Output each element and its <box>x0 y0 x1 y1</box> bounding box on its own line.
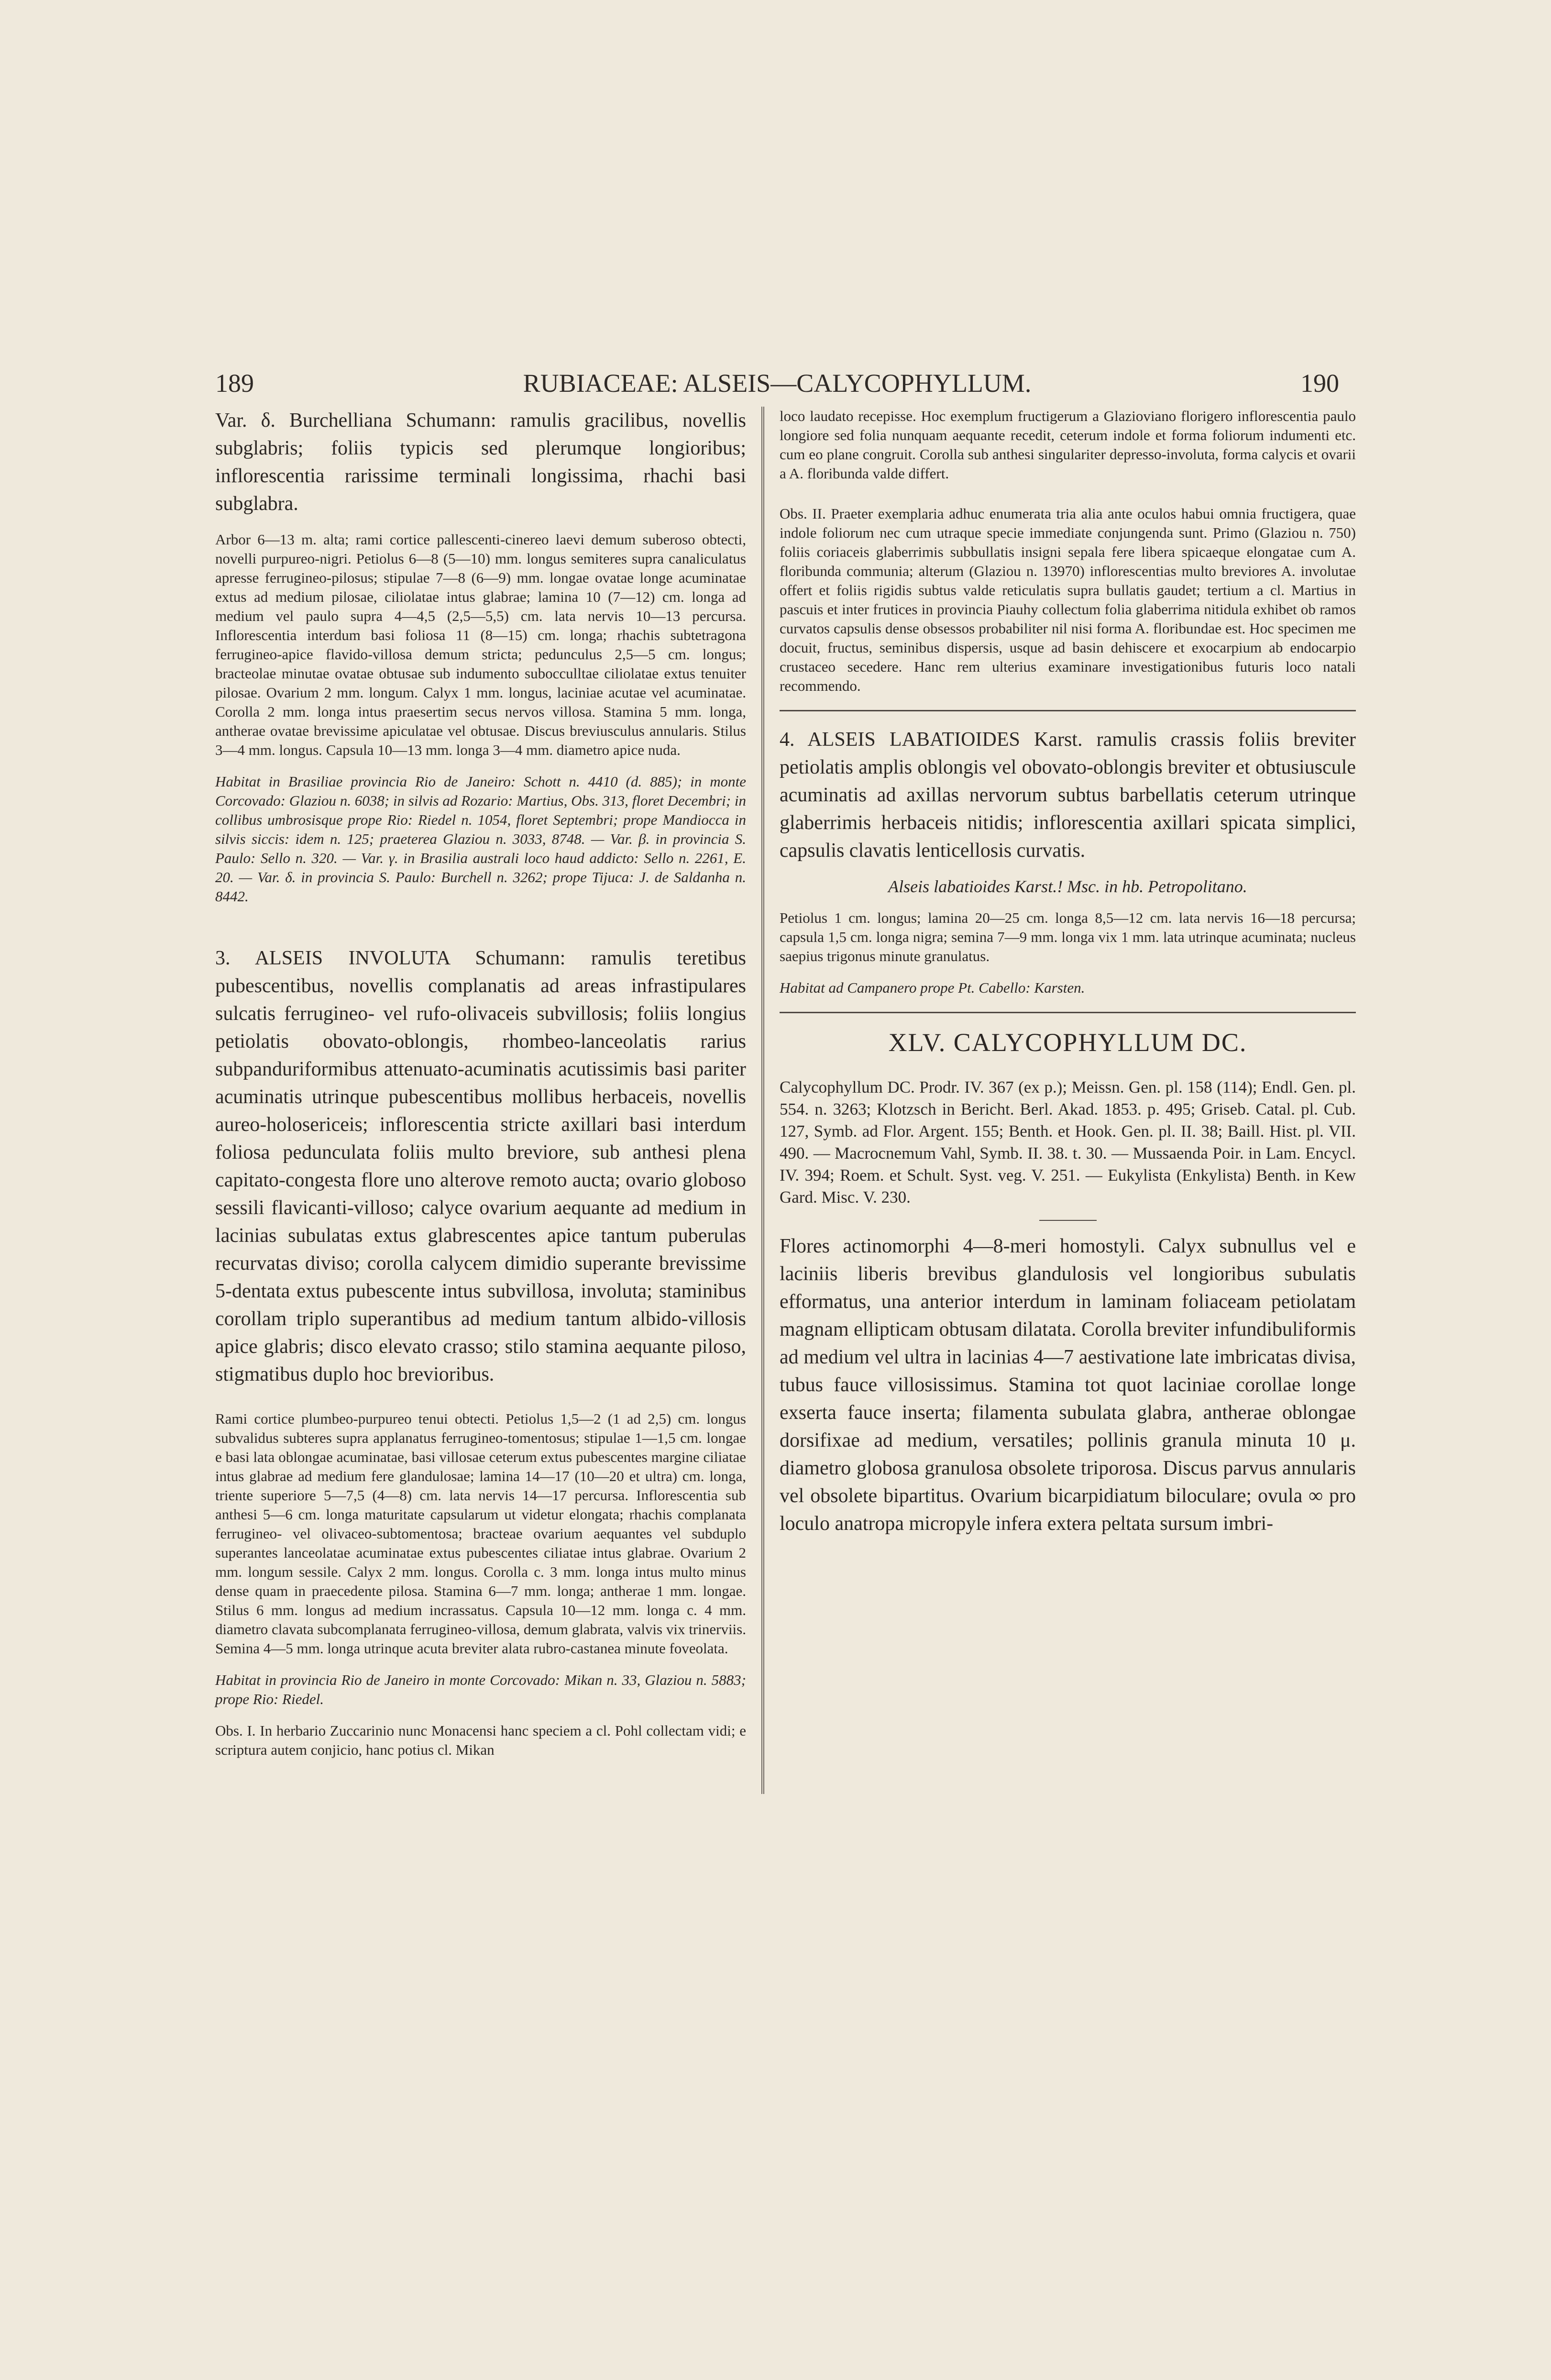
variety-habitat: Habitat in Brasiliae provincia Rio de Janeiro: Schott n. 4410 (d. 885); in monte Corcovado: Glaziou n. 6038; in silvis ad Rozario: Martius, Obs. 313, floret Decembri; in collibus umbrosisque prope Rio: Riedel n. 1054, floret Septembri; prope Mandiocca in silvis siccis: idem n. 125; praeterea Glaziou n. 3033, 8748. — Var. β. in provincia S. Paulo: Sello n. 320. — Var. γ. in Brasilia australi loco haud addicto: Sello n. 2261, E. 20. — Var. δ. in provincia S. Paulo: Burchell n. 3262; prope Tijuca: J. de Saldanha n. 8442. <box>215 773 746 905</box>
species-3-diagnosis: 3. ALSEIS INVOLUTA Schumann: ramulis teretibus pubescentibus, novellis complanatis ad areas infrastipulares sulcatis ferrugineo- vel rufo-olivaceis subvillosis; foliis longius petiolatis obovato-oblongis, rhombeo-lanceolatis rarius subpanduriformibus attenuato-acuminatis acutissimis basi pariter acuminatis utrinque pubescentibus mollibus herbaceis, novellis aureo-holosericeis; inflorescentia stricte axillari basi interdum foliosa pedunculata foliis multo breviore, sub anthesi plena capitato-congesta flore uno alterove remoto aucta; ovario globoso sessili flavicanti-villoso; calyce ovarium aequante ad medium in lacinias subulatas extus glabrescentes apice tantum puberulas recurvatas diviso; corolla calycem dimidio superante brevissime 5-dentata extus pubescente intus subvillosa, involuta; staminibus corollam triplo superantibus ad medium tantum albido-villosis apice glabris; disco elevato crasso; stilo stamina aequante piloso, stigmatibus duplo hoc brevioribus. <box>215 947 746 1385</box>
page-number-left: 189 <box>215 369 254 398</box>
variety-diagnosis: Var. δ. Burchelliana Schumann: ramulis gracilibus, novellis subglabris; foliis typicis sed plerumque longioribus; inflorescentia rarissime terminali longissima, rhachi basi subglabra. <box>215 410 746 515</box>
species-4-habitat: Habitat ad Campanero prope Pt. Cabello: Karsten. <box>780 979 1085 996</box>
genus-heading: XLV. CALYCOPHYLLUM DC. <box>888 1028 1247 1057</box>
genus-synonymy: Calycophyllum DC. Prodr. IV. 367 (ex p.); Meissn. Gen. pl. 158 (114); Endl. Gen. pl. 554. n. 3263; Klotzsch in Bericht. Berl. Akad. 1853. p. 495; Griseb. Catal. pl. Cub. 127, Symb. ad Flor. Argent. 155; Benth. et Hook. Gen. pl. II. 38; Baill. Hist. pl. VII. 490. — Macrocnemum Vahl, Symb. II. 38. t. 30. — Mussaenda Poir. in Lam. Encycl. IV. 394; Roem. et Schult. Syst. veg. V. 251. — Eukylista (Enkylista) Benth. in Kew Gard. Misc. V. 230. <box>780 1078 1356 1207</box>
running-title: RUBIACEAE: ALSEIS—CALYCOPHYLLUM. <box>523 369 1032 398</box>
species-4-diagnosis: 4. ALSEIS LABATIOIDES Karst. ramulis crassis foliis breviter petiolatis amplis oblongis vel obovato-oblongis breviter et obtusiuscule acuminatis ad axillas nervorum subtus barbellatis ceterum utrinque glaberrimis herbaceis nitidis; inflorescentia axillari spicata simplici, capsulis clavatis lenticellosis curvatis. <box>780 729 1356 862</box>
species-3-description: Rami cortice plumbeo-purpureo tenui obtecti. Petiolus 1,5—2 (1 ad 2,5) cm. longus subvalidus subteres supra applanatus ferrugineo-tomentosus; stipulae 1—1,5 cm. longae e basi lata oblongae acuminatae, basi villosae ceterum extus pubescentes margine ciliatae intus glabrae ad medium fere glandulosae; lamina 14—17 (10—20 et ultra) cm. longa, triente superiore 5—7,5 (4—8) cm. lata nervis 14—17 percursa. Inflorescentia sub anthesi 5—6 cm. longa maturitate capsularum ut videtur elongata; rhachis complanata ferrugineo- vel olivaceo-subtomentosa; bracteae ovarium aequantes vel subduplo superantes lanceolatae acuminatae extus pubescentes ciliatae intus glabrae. Ovarium 2 mm. longum sessile. Calyx 2 mm. longus. Corolla c. 3 mm. longa intus multo minus dense quam in praecedente pilosa. Stamina 6—7 mm. longa; antherae 1 mm. longae. Stilus 6 mm. longus ad medium incrassatus. Capsula 10—12 mm. longa c. 4 mm. diametro clavata subcomplanata ferrugineo-villosa, demum glabrata, valvis vix trinerviis. Semina 4—5 mm. longa utrinque acuta breviter alata rubro-castanea minute foveolata. <box>215 1410 746 1657</box>
observation-1-continued: loco laudato recepisse. Hoc exemplum fructigerum a Glazioviano florigero inflorescentia paulo longiore sed folia nunquam aequante recedit, ceterum indole et forma foliorum indumenti etc. cum eo plane congruit. Corolla sub anthesi singulariter depresso-involuta, forma calycis et ovarii a A. floribunda valde differt. <box>780 408 1356 482</box>
section-rule <box>780 710 1356 711</box>
observation-2: Obs. II. Praeter exemplaria adhuc enumerata tria alia ante oculos habui omnia fructigera, quae indole foliorum nec cum utraque specie immediate conjungenda sunt. Primo (Glaziou n. 750) foliis coriaceis glaberrimis subbullatis insigni sepala fere libera spicaeque elongatae cum A. floribunda communia; alterum (Glaziou n. 13970) inflorescentias multo breviores A. involutae offert et foliis rigidis subtus valde reticulatis supra bullatis gaudet; tertium a cl. Martius in pascuis et inter frutices in provincia Piauhy collectum folia glaberrima nitidula exhibet ob ramos curvatos capsulis dense obsessos probabiliter nil nisi forma A. floribundae est. Hoc specimen me docuit, fructus, seminibus dispersis, usque ad basin dehiscere et exocarpium ab endocarpio crustaceo secedere. Hanc rem ulterius examinare investigationibus futuris loco natali recommendo. <box>780 505 1356 694</box>
column-divider <box>761 407 764 1794</box>
right-column <box>780 407 1356 1538</box>
genus-description: Flores actinomorphi 4—8-meri homostyli. Calyx subnullus vel e laciniis liberis brevibus glandulosis vel longioribus subulatis efformatus, una anterior interdum in laminam foliaceam petiolatam magnam ellipticam obtusam dilatata. Corolla breviter infundibuliformis ad medium vel ultra in lacinias 4—7 aestivatione late imbricatas divisa, tubus fauce villosissimus. Stamina tot quot laciniae corollae longe exserta fauce inserta; filamenta subulata glabra, antherae oblongae dorsifixae ad medium, versatiles; pollinis granula minuta 10 μ. diametro globosa granulosa obsolete triporosa. Discus parvus annularis vel obsolete bipartitus. Ovarium bicarpidiatum biloculare; ovula ∞ pro loculo anatropa micropyle infera extera peltata sursum imbri- <box>780 1235 1356 1535</box>
variety-description: Arbor 6—13 m. alta; rami cortice pallescenti-cinereo laevi demum suberoso obtecti, novelli purpureo-nigri. Petiolus 6—8 (5—10) mm. longus semiteres supra canaliculatus apresse ferrugineo-pilosus; stipulae 7—8 (6—9) mm. longae ovatae longe acuminatae extus ad medium pilosae, ciliolatae intus glabrae; lamina 10 (7—12) cm. longa ad medium vel paulo supra 4—4,5 (2,5—5,5) cm. lata nervis 10—13 percursa. Inflorescentia interdum basi foliosa 11 (8—15) cm. longa; rhachis subtetragona ferrugineo-apice flavido-villosa demum stricta; pedunculus 2,5—5 cm. longus; bracteolae minutae ovatae obtusae sub indumento subocculltae ciliolatae extus tenuiter pilosae. Ovarium 2 mm. longum. Calyx 1 mm. longus, laciniae acutae vel acuminatae. Corolla 2 mm. longa intus praesertim secus nervos villosa. Stamina 5 mm. longa, antherae ovatae brevissime apiculatae vel obtusae. Discus breviusculus annularis. Stilus 3—4 mm. longus. Capsula 10—13 mm. longa 3—4 mm. diametro apice nuda. <box>215 531 746 758</box>
short-rule <box>1039 1220 1097 1221</box>
left-column <box>215 407 746 1760</box>
page-number-right: 190 <box>1300 369 1339 398</box>
observation-1: Obs. I. In herbario Zuccarinio nunc Monacensi hanc speciem a cl. Pohl collectam vidi; e scriptura autem conjicio, hanc potius cl. Mikan <box>215 1722 746 1758</box>
running-header <box>215 368 1339 402</box>
species-3-habitat: Habitat in provincia Rio de Janeiro in monte Corcovado: Mikan n. 33, Glaziou n. 5883; prope Rio: Riedel. <box>215 1672 746 1707</box>
species-4-synonym: Alseis labatioides Karst.! Msc. in hb. Petropolitano. <box>888 877 1247 896</box>
section-rule <box>780 1012 1356 1013</box>
species-4-description: Petiolus 1 cm. longus; lamina 20—25 cm. longa 8,5—12 cm. lata nervis 16—18 percursa; capsula 1,5 cm. longa nigra; semina 7—9 mm. longa vix 1 mm. lata utrinque acuminata; nucleus saepius trigonus minute granulatus. <box>780 909 1356 964</box>
